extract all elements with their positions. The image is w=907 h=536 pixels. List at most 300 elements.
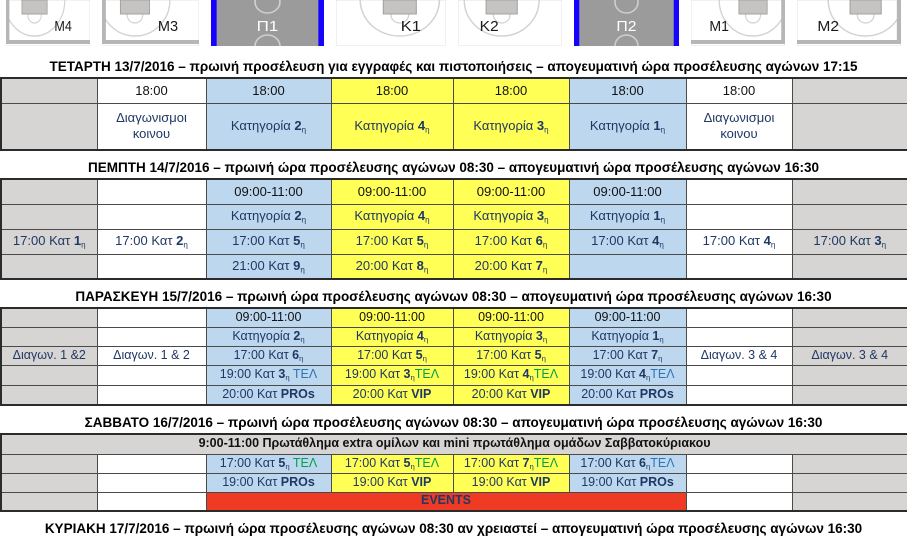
svg-text:M4: M4 [54,16,72,35]
day-table-0 [0,77,907,151]
schedule-cell [453,254,569,279]
cell-text: η [645,373,651,383]
cell-text: 17:00 Κατ [476,347,535,362]
cell-text: 17:00 Κατ [580,455,639,470]
cell-text: Κατηγορία [232,328,294,343]
cell-text: 6 [292,347,300,362]
cell-text: η [300,334,305,344]
cell-text: 17:00 Κατ [702,232,764,248]
schedule-cell [331,308,453,327]
cell-text: 18:00 [611,82,644,98]
cell-text: EVENTS [420,493,471,508]
schedule-row [1,204,907,229]
schedule-cell [453,78,569,103]
cell-text: Κατηγορία [355,328,417,343]
cell-text: VIP [411,386,432,401]
schedule-cell [453,179,569,204]
schedule-cell [206,254,331,279]
schedule-cell [792,473,907,492]
svg-text:M3: M3 [157,18,179,36]
cell-text: 4 [522,367,530,382]
cell-text: 17:00 Κατ [591,232,653,248]
cell-text: η [410,461,415,471]
cell-text: 17:00 Κατ [357,347,416,362]
svg-text:K1: K1 [400,18,421,35]
cell-text: η [659,334,664,344]
cell-text: η [541,353,546,363]
cell-text: 17:00 Κατ [813,232,875,248]
cell-text: η [300,264,305,274]
schedule-cell [1,346,97,365]
cell-text: 19:00 Κατ [581,474,640,489]
cell-text: Κατηγορία [591,328,653,343]
court-Π2 [568,0,685,46]
cell-text: η [770,240,776,250]
schedule-cell [569,78,686,103]
cell-text: η [542,264,548,274]
schedule-row [1,473,907,492]
cell-text: 19:00 Κατ [463,367,523,382]
court-M4 [0,0,96,46]
schedule-cell [1,179,97,204]
cell-text: 3 [535,328,543,343]
schedule-cell [453,229,569,254]
svg-text:M1: M1 [709,18,729,36]
cell-text: 1 [653,207,661,223]
schedule-cell [97,204,206,229]
schedule-cell [206,454,331,473]
schedule-cell [569,473,686,492]
schedule-cell [686,492,792,511]
cell-text: η [529,461,534,471]
schedule-cell [792,254,907,279]
schedule-cell [686,78,792,103]
day-title-2: ΠΑΡΑΣΚΕΥΗ 15/7/2016 – πρωινή ώρα προσέλευσης αγώνων 08:30 – απογευματινή ώρα προσέλευσης αγώνων 16:30 [75,289,832,304]
schedule-cell [1,103,97,150]
schedule-cell [792,204,907,229]
schedule-cell [686,179,792,204]
day-title-1: ΠΕΜΠΤΗ 14/7/2016 – πρωινή ώρα προσέλευσης αγώνων 08:30 – απογευματινή ώρα προσέλευσης αγώνων 16:30 [87,160,820,175]
cell-text: η [544,124,549,134]
cell-text: Κατηγορία [589,117,654,133]
cell-text: η [423,334,429,344]
schedule-row [1,454,907,473]
cell-text: 17:00 Κατ [233,347,293,362]
cell-text: 17:00 Κατ [232,232,294,248]
cell-text: Κατηγορία [230,117,295,133]
schedule-cell [686,454,792,473]
cell-text: 5 [293,232,301,248]
cell-text: 1 [653,117,661,133]
schedule-row [1,346,907,365]
schedule-cell [206,346,331,365]
svg-text:K2: K2 [479,18,499,35]
schedule-cell [97,454,206,473]
cell-text: ΤΕΛ [289,455,318,470]
cell-text: 4 [416,328,424,343]
schedule-cell [97,229,206,254]
cell-text: 1 [652,328,660,343]
cell-text: η [542,334,548,344]
cell-text: η [301,215,307,225]
schedule-cell [331,103,453,150]
schedule-cell [453,473,569,492]
cell-text: η [300,240,305,250]
cell-text: κοινου [720,126,758,142]
cell-text: 09:00-11:00 [478,309,544,324]
schedule-cell [331,179,453,204]
schedule-row [1,179,907,204]
cell-text: 5 [403,455,411,470]
schedule-cell [792,103,907,150]
schedule-cell [206,308,331,327]
cell-text: 17:00 Κατ [474,232,536,248]
cell-text: 17:00 Κατ [355,232,417,248]
cell-text: ΤΕΛ [414,455,440,470]
schedule-cell [1,204,97,229]
cell-text: 1 [73,232,82,248]
cell-text: 19:00 Κατ [344,367,404,382]
schedule-cell [97,385,206,405]
cell-text: 20:00 Κατ [355,257,417,273]
schedule-cell [792,492,907,511]
cell-text: Κατηγορία [589,207,654,223]
day-title-3: ΣΑΒΒΑΤΟ 16/7/2016 – πρωινή ώρα προσέλευσης αγώνων 08:30 – απογευματινή ώρα προσέλευσης αγώνων 16:30 [84,415,823,430]
court-M3 [96,0,205,46]
schedule-cell [453,454,569,473]
schedule-cell [1,365,97,385]
schedule-cell [792,308,907,327]
cell-text: 2 [294,117,302,133]
schedule-cell [331,473,453,492]
day-title-0: ΤΕΤΑΡΤΗ 13/7/2016 – πρωινή προσέλευση για εγγραφές και πιστοποιήσεις – απογευματινή ώρα προσέλευσης αγώνων 17:15 [49,59,858,74]
cell-text: 19:00 Κατ [580,367,639,382]
cell-text: 5 [415,347,423,362]
cell-text: 5 [278,455,286,470]
schedule-cell [331,346,453,365]
cell-text: η [645,461,651,471]
cell-text: 2 [294,207,302,223]
schedule-cell [331,78,453,103]
courts-strip [0,0,907,50]
court-K2 [452,0,568,46]
cell-text: 09:00-11:00 [234,183,303,199]
schedule-cell [792,327,907,346]
schedule-cell [569,346,686,365]
cell-text: 7 [651,347,659,362]
cell-text: VIP [411,474,432,489]
schedule-row [1,492,907,511]
schedule-row [1,78,907,103]
cell-text: Διαγωνισμοι [703,110,775,125]
schedule-cell [686,308,792,327]
cell-text: PROs [639,474,674,489]
cell-text: 9 [293,257,301,273]
cell-text: 18:00 [252,82,285,98]
schedule-cell [1,78,97,103]
cell-text: Διαγωνισμοι [116,110,187,125]
cell-text: 19:00 Κατ [352,474,412,489]
cell-text: 20:00 Κατ [581,386,640,401]
cell-text: Κατηγορία [474,328,536,343]
schedule-cell [453,365,569,385]
schedule-cell [1,229,97,254]
schedule-cell [331,454,453,473]
schedule-cell [206,229,331,254]
cell-text: 09:00-11:00 [357,183,427,199]
cell-text: ΤΕΛ [650,455,675,470]
cell-text: 09:00-11:00 [593,183,662,199]
cell-text: 09:00-11:00 [235,309,302,324]
cell-text: 3 [536,207,545,223]
cell-text: 3 [874,232,882,248]
court-Π1 [205,0,330,46]
cell-text: 17:00 Κατ [219,455,279,470]
cell-text: 3 [403,367,411,382]
cell-text: 3 [536,117,545,133]
schedule-row [1,327,907,346]
day-table-3 [0,433,907,512]
cell-text: κοινου [132,126,171,142]
cell-text: 20:00 Κατ [352,386,412,401]
court-M2 [791,0,907,46]
cell-text: VIP [530,474,551,489]
schedule-cell [792,179,907,204]
cell-text: η [529,373,534,383]
cell-text: 2 [176,232,184,248]
schedule-cell [453,346,569,365]
schedule-cell [686,385,792,405]
cell-text: 7 [522,455,530,470]
cell-text: Διαγων. 1 & 2 [113,347,190,362]
cell-text: 18:00 [135,82,168,98]
schedule-cell [686,103,792,150]
cell-text: 5 [534,347,542,362]
cell-text: PROs [639,386,674,401]
schedule-cell [453,327,569,346]
cell-text: 3 [278,367,286,382]
cell-text: Κατηγορία [354,207,418,223]
cell-text: 4 [417,117,426,133]
cell-text: η [423,240,429,250]
schedule-cell [206,179,331,204]
svg-text:Π1: Π1 [256,18,279,35]
cell-text: Διαγων. 3 & 4 [700,347,778,362]
schedule-cell [569,327,686,346]
schedule-cell [331,365,453,385]
cell-text: 17:00 Κατ [463,455,523,470]
cell-text: η [423,264,429,274]
svg-text:M2: M2 [817,18,840,35]
cell-text: η [660,124,666,134]
schedule-cell [97,346,206,365]
cell-text: 09:00-11:00 [594,309,661,324]
cell-text: 2 [293,328,301,343]
cell-text: 4 [763,232,771,248]
cell-text: η [183,240,188,250]
cell-text: 7 [535,257,543,273]
cell-text: 18:00 [722,82,756,98]
cell-text: 17:00 Κατ [344,455,404,470]
schedule-cell [97,308,206,327]
cell-text: Διαγων. 1 &2 [12,347,86,362]
cell-text: 20:00 Κατ [222,386,281,401]
cell-text: 18:00 [375,82,409,98]
schedule-cell [97,179,206,204]
schedule-cell [206,103,331,150]
cell-text: η [285,461,290,471]
schedule-cell [686,346,792,365]
schedule-row [1,103,907,150]
schedule-row [1,254,907,279]
schedule-cell [331,254,453,279]
schedule-cell [686,204,792,229]
cell-text: η [81,240,86,250]
cell-text: η [301,124,307,134]
cell-text: 18:00 [494,82,528,98]
cell-text: Κατηγορία [230,207,295,223]
court-M1 [685,0,791,46]
schedule-cell [97,78,206,103]
cell-text: η [659,240,664,250]
schedule-cell [97,492,206,511]
schedule-cell [453,204,569,229]
schedule-cell [1,385,97,405]
schedule-row [1,308,907,327]
schedule-cell [206,204,331,229]
schedule-sections [0,59,907,536]
schedule-cell [686,254,792,279]
schedule-cell [453,385,569,405]
schedule-cell [569,229,686,254]
schedule-cell [569,365,686,385]
schedule-cell [686,473,792,492]
cell-text: η [658,353,663,363]
schedule-cell [453,103,569,150]
schedule-row [1,434,907,454]
cell-text: 19:00 Κατ [471,474,531,489]
cell-text: 17:00 Κατ [592,347,652,362]
schedule-cell [686,327,792,346]
cell-text: 4 [652,232,660,248]
cell-text: η [285,373,290,383]
cell-text: 17:00 Κατ [12,232,74,248]
cell-text: PROs [280,386,315,401]
cell-text: ΤΕΛ [533,455,559,470]
schedule-row [1,229,907,254]
schedule-cell [206,473,331,492]
schedule-cell [453,308,569,327]
cell-text: PROs [280,474,315,489]
schedule-cell [569,385,686,405]
cell-text: Κατηγορία [473,117,537,133]
schedule-cell [792,346,907,365]
cell-text: 20:00 Κατ [471,386,531,401]
cell-text: η [542,240,548,250]
cell-text: 21:00 Κατ [232,257,294,273]
schedule-cell [331,229,453,254]
cell-text: η [299,353,304,363]
schedule-cell [1,492,97,511]
schedule-cell [569,454,686,473]
schedule-cell [1,327,97,346]
cell-text: η [425,124,430,134]
schedule-cell [792,385,907,405]
cell-text: η [660,215,666,225]
svg-text:Π2: Π2 [616,18,637,35]
cell-text: ΤΕΛ [414,367,440,382]
schedule-cell [792,78,907,103]
cell-text: 5 [416,232,424,248]
schedule-row [1,365,907,385]
schedule-cell [686,229,792,254]
cell-text: ΤΕΛ [533,367,559,382]
cell-text: η [425,215,430,225]
cell-text: 19:00 Κατ [219,367,279,382]
cell-text: 20:00 Κατ [474,257,536,273]
schedule-cell [206,492,686,511]
schedule-cell [1,254,97,279]
schedule-cell [97,254,206,279]
schedule-cell [331,385,453,405]
cell-text: η [881,240,887,250]
day-table-2 [0,307,907,406]
cell-text: 4 [638,367,646,382]
schedule-cell [97,103,206,150]
schedule-cell [97,327,206,346]
cell-text: ΤΕΛ [650,367,675,382]
schedule-row [1,385,907,405]
schedule-cell [792,365,907,385]
cell-text: 09:00-11:00 [476,183,546,199]
cell-text: Κατηγορία [354,117,418,133]
cell-text: ΤΕΛ [289,367,318,382]
schedule-cell [206,327,331,346]
cell-text: 19:00 Κατ [222,474,281,489]
cell-text: 17:00 Κατ [115,232,177,248]
schedule-cell [331,327,453,346]
cell-text: η [544,215,549,225]
schedule-cell [792,229,907,254]
schedule-cell [569,179,686,204]
day-title-4: ΚΥΡΙΑΚΗ 17/7/2016 – πρωινή ώρα προσέλευσης αγώνων 08:30 αν χρειαστεί – απογευματινή ώρα προσέλευσης αγώνων 16:30 [44,521,863,536]
cell-text: 6 [638,455,646,470]
schedule-cell [569,103,686,150]
cell-text: Κατηγορία [473,207,537,223]
cell-text: 8 [416,257,424,273]
day-table-1 [0,178,907,280]
cell-text: 4 [417,207,426,223]
schedule-cell [206,365,331,385]
cell-text: Διαγων. 3 & 4 [811,347,889,362]
cell-text: 09:00-11:00 [359,309,425,324]
schedule-cell [1,454,97,473]
schedule-cell [792,454,907,473]
cell-text: η [422,353,427,363]
schedule-cell [569,308,686,327]
schedule-cell [1,434,907,454]
schedule-cell [206,78,331,103]
schedule-cell [1,473,97,492]
cell-text: 6 [535,232,543,248]
schedule-cell [686,365,792,385]
cell-text: VIP [530,386,551,401]
schedule-cell [97,365,206,385]
schedule-cell [569,204,686,229]
schedule-cell [569,254,686,279]
schedule-cell [331,204,453,229]
schedule-cell [1,308,97,327]
